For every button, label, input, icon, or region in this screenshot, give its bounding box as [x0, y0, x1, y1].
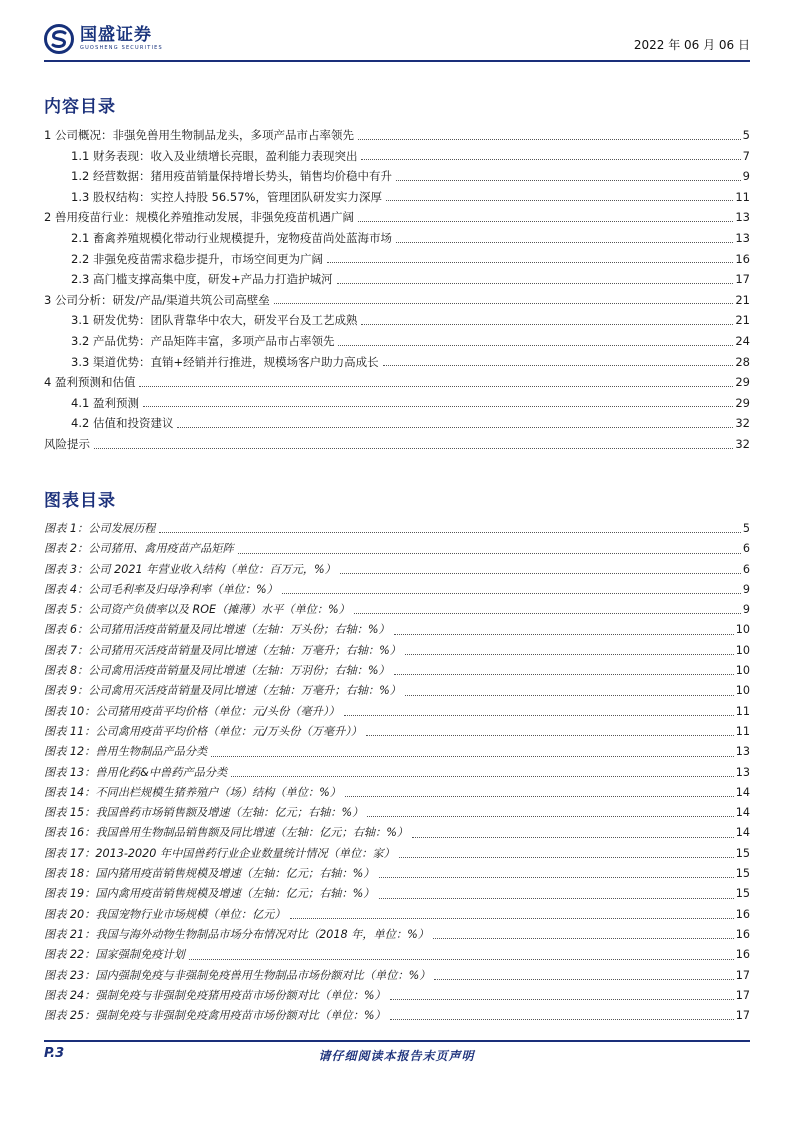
- figure-entry[interactable]: [44, 884, 750, 904]
- figure-entry[interactable]: [44, 945, 750, 965]
- entry-title: 2.3 高门槛支撑高集中度，研发+产品力打造护城河: [71, 269, 335, 290]
- entry-title: 2.2 非强免疫苗需求稳步提升，市场空间更为广阔: [71, 249, 325, 270]
- entry-title: 1 公司概况：非强免兽用生物制品龙头，多项产品市占率领先: [44, 125, 356, 146]
- dot-leader: [344, 715, 734, 716]
- logo-chinese-name: 国盛证券: [80, 25, 152, 45]
- entry-page-number: 24: [735, 333, 750, 348]
- page-number: P.3: [44, 1046, 65, 1061]
- figure-entry[interactable]: [44, 620, 750, 640]
- figure-entry[interactable]: [44, 864, 750, 884]
- toc-entry[interactable]: [44, 166, 750, 187]
- figure-entry[interactable]: [44, 803, 750, 823]
- toc-entry[interactable]: [44, 125, 750, 146]
- entry-page-number: 21: [735, 313, 750, 328]
- entry-title: 图表 6：公司猪用活疫苗销量及同比增速（左轴：万头份；右轴：%）: [44, 620, 392, 640]
- entry-title: 图表 24：强制免疫与非强制免疫猪用疫苗市场份额对比（单位：%）: [44, 986, 388, 1006]
- figure-entry[interactable]: [44, 600, 750, 620]
- entry-page-number: 15: [735, 887, 750, 901]
- toc-entry[interactable]: [44, 290, 750, 311]
- entry-title: 图表 15：我国兽药市场销售额及增速（左轴：亿元；右轴：%）: [44, 803, 365, 823]
- entry-title: 图表 19：国内禽用疫苗销售规模及增速（左轴：亿元；右轴：%）: [44, 884, 377, 904]
- entry-page-number: 17: [735, 988, 750, 1002]
- dot-leader: [386, 200, 733, 201]
- entry-title: 3 公司分析：研发/产品/渠道共筑公司高壁垒: [44, 290, 272, 311]
- entry-page-number: 9: [742, 169, 750, 184]
- dot-leader: [159, 532, 741, 533]
- entry-page-number: 13: [735, 765, 750, 779]
- dot-leader: [345, 796, 734, 797]
- dot-leader: [189, 959, 734, 960]
- figure-entry[interactable]: [44, 966, 750, 986]
- figure-entry[interactable]: [44, 986, 750, 1006]
- entry-title: 图表 7：公司猪用灭活疫苗销量及同比增速（左轴：万毫升；右轴：%）: [44, 641, 403, 661]
- entry-title: 图表 22：国家强制免疫计划: [44, 945, 187, 965]
- dot-leader: [361, 159, 740, 160]
- dot-leader: [394, 634, 734, 635]
- entry-title: 3.3 渠道优势：直销+经销并行推进，规模场客户助力高成长: [71, 352, 381, 373]
- dot-leader: [399, 857, 734, 858]
- dot-leader: [282, 593, 741, 594]
- entry-page-number: 13: [735, 745, 750, 759]
- entry-page-number: 11: [735, 724, 750, 738]
- entry-title: 图表 1：公司发展历程: [44, 519, 157, 539]
- dot-leader: [366, 735, 734, 736]
- entry-page-number: 14: [735, 826, 750, 840]
- toc-entry[interactable]: [44, 249, 750, 270]
- toc-entry[interactable]: [44, 434, 750, 455]
- entry-page-number: 6: [742, 542, 750, 556]
- toc-entry[interactable]: [44, 393, 750, 414]
- entry-title: 1.1 财务表现：收入及业绩增长亮眼，盈利能力表现突出: [71, 146, 359, 167]
- entry-title: 图表 3：公司 2021 年营业收入结构（单位：百万元，%）: [44, 560, 338, 580]
- dot-leader: [390, 1019, 734, 1020]
- entry-title: 图表 21：我国与海外动物生物制品市场分布情况对比（2018 年，单位：%）: [44, 925, 431, 945]
- dot-leader: [412, 837, 734, 838]
- page-header: [44, 22, 750, 58]
- figures-title: 图表目录: [44, 491, 116, 511]
- dot-leader: [405, 654, 734, 655]
- dot-leader: [367, 816, 733, 817]
- entry-title: 图表 9：公司禽用灭活疫苗销量及同比增速（左轴：万毫升；右轴：%）: [44, 681, 403, 701]
- entry-page-number: 16: [735, 927, 750, 941]
- entry-page-number: 17: [735, 968, 750, 982]
- entry-title: 图表 13：兽用化药&中兽药产品分类: [44, 763, 229, 783]
- dot-leader: [274, 303, 734, 304]
- toc-entry[interactable]: [44, 187, 750, 208]
- figure-entry[interactable]: [44, 722, 750, 742]
- entry-title: 图表 18：国内猪用疫苗销售规模及增速（左轴：亿元；右轴：%）: [44, 864, 377, 884]
- entry-title: 图表 11：公司禽用疫苗平均价格（单位：元/万头份（万毫升））: [44, 722, 364, 742]
- entry-page-number: 29: [735, 395, 750, 410]
- dot-leader: [143, 406, 733, 407]
- entry-page-number: 16: [735, 948, 750, 962]
- entry-title: 图表 12：兽用生物制品产品分类: [44, 742, 209, 762]
- footer-divider: [44, 1040, 750, 1042]
- company-logo: [44, 22, 163, 56]
- entry-page-number: 9: [742, 603, 750, 617]
- dot-leader: [337, 283, 734, 284]
- figure-entry[interactable]: [44, 681, 750, 701]
- dot-leader: [238, 553, 741, 554]
- disclaimer-note: 请仔细阅读本报告末页声明: [318, 1049, 475, 1063]
- dot-leader: [358, 139, 741, 140]
- figure-entry[interactable]: [44, 925, 750, 945]
- entry-title: 图表 16：我国兽用生物制品销售额及同比增速（左轴：亿元；右轴：%）: [44, 823, 410, 843]
- contents-title: 内容目录: [44, 97, 116, 117]
- figure-entry[interactable]: [44, 844, 750, 864]
- figure-entry[interactable]: [44, 641, 750, 661]
- entry-title: 图表 14：不同出栏规模生猪养殖户（场）结构（单位：%）: [44, 783, 343, 803]
- entry-title: 1.3 股权结构：实控人持股 56.57%，管理团队研发实力深厚: [71, 187, 384, 208]
- dot-leader: [405, 695, 734, 696]
- dot-leader: [231, 776, 734, 777]
- figure-entry[interactable]: [44, 742, 750, 762]
- toc-entry[interactable]: [44, 331, 750, 352]
- dot-leader: [327, 262, 733, 263]
- figure-entry[interactable]: [44, 580, 750, 600]
- entry-title: 图表 5：公司资产负债率以及 ROE（摊薄）水平（单位：%）: [44, 600, 352, 620]
- figure-entry[interactable]: [44, 702, 750, 722]
- header-divider: [44, 60, 750, 62]
- entry-page-number: 17: [735, 272, 750, 287]
- entry-title: 图表 4：公司毛利率及归母净利率（单位：%）: [44, 580, 280, 600]
- entry-page-number: 5: [742, 128, 750, 142]
- entry-title: 2 兽用疫苗行业：规模化养殖推动发展，非强免疫苗机遇广阔: [44, 207, 356, 228]
- dot-leader: [177, 427, 733, 428]
- entry-page-number: 6: [742, 562, 750, 576]
- entry-page-number: 14: [735, 806, 750, 820]
- guosheng-logo-icon: [44, 24, 74, 54]
- dot-leader: [383, 365, 734, 366]
- dot-leader: [394, 674, 734, 675]
- dot-leader: [354, 613, 741, 614]
- figure-entry[interactable]: [44, 661, 750, 681]
- figure-entry[interactable]: [44, 560, 750, 580]
- entry-page-number: 7: [742, 148, 750, 163]
- entry-title: 图表 25：强制免疫与非强制免疫禽用疫苗市场份额对比（单位：%）: [44, 1006, 388, 1026]
- entry-title: 2.1 畜禽养殖规模化带动行业规模提升，宠物疫苗尚处蓝海市场: [71, 228, 394, 249]
- figure-entry[interactable]: [44, 1006, 750, 1026]
- entry-page-number: 16: [735, 907, 750, 921]
- figure-entry[interactable]: [44, 539, 750, 559]
- entry-page-number: 10: [735, 664, 750, 678]
- toc-entry[interactable]: [44, 146, 750, 167]
- entry-title: 4 盈利预测和估值: [44, 372, 137, 393]
- entry-title: 4.2 估值和投资建议: [71, 413, 175, 434]
- entry-title: 1.2 经营数据：猪用疫苗销量保持增长势头，销售均价稳中有升: [71, 166, 394, 187]
- entry-title: 风险提示: [44, 434, 92, 455]
- entry-page-number: 32: [735, 416, 750, 431]
- entry-title: 图表 8：公司禽用活疫苗销量及同比增速（左轴：万羽份；右轴：%）: [44, 661, 392, 681]
- dot-leader: [433, 938, 734, 939]
- entry-title: 3.1 研发优势：团队背靠华中农大，研发平台及工艺成熟: [71, 310, 359, 331]
- logo-english-name: GUOSHENG SECURITIES: [80, 45, 163, 51]
- dot-leader: [358, 221, 733, 222]
- figures-list: [44, 519, 750, 1026]
- entry-title: 图表 10：公司猪用疫苗平均价格（单位：元/头份（毫升））: [44, 702, 342, 722]
- figure-entry[interactable]: [44, 783, 750, 803]
- entry-page-number: 28: [735, 354, 750, 369]
- entry-page-number: 13: [735, 230, 750, 245]
- dot-leader: [361, 324, 733, 325]
- entry-page-number: 13: [735, 210, 750, 225]
- entry-title: 图表 17：2013-2020 年中国兽药行业企业数量统计情况（单位：家）: [44, 844, 397, 864]
- entry-title: 图表 20：我国宠物行业市场规模（单位：亿元）: [44, 905, 288, 925]
- entry-page-number: 10: [735, 684, 750, 698]
- entry-title: 3.2 产品优势：产品矩阵丰富，多项产品市占率领先: [71, 331, 336, 352]
- dot-leader: [290, 918, 734, 919]
- dot-leader: [396, 180, 741, 181]
- toc-entry[interactable]: [44, 352, 750, 373]
- figure-entry[interactable]: [44, 763, 750, 783]
- dot-leader: [340, 573, 741, 574]
- figure-entry[interactable]: [44, 823, 750, 843]
- dot-leader: [94, 448, 733, 449]
- entry-page-number: 10: [735, 623, 750, 637]
- entry-page-number: 32: [735, 436, 750, 451]
- toc-entry[interactable]: [44, 310, 750, 331]
- figure-entry[interactable]: [44, 519, 750, 539]
- toc-entry[interactable]: [44, 413, 750, 434]
- dot-leader: [379, 877, 734, 878]
- entry-page-number: 5: [742, 522, 750, 535]
- entry-page-number: 29: [735, 375, 750, 390]
- entry-title: 4.1 盈利预测: [71, 393, 141, 414]
- entry-page-number: 9: [742, 582, 750, 596]
- dot-leader: [396, 242, 733, 243]
- entry-page-number: 11: [735, 189, 750, 204]
- entry-page-number: 17: [735, 1009, 750, 1023]
- dot-leader: [379, 898, 734, 899]
- dot-leader: [211, 756, 734, 757]
- entry-page-number: 21: [735, 292, 750, 307]
- report-date: 2022 年 06 月 06 日: [633, 38, 750, 52]
- figure-entry[interactable]: [44, 905, 750, 925]
- toc-entry[interactable]: [44, 372, 750, 393]
- dot-leader: [434, 979, 733, 980]
- entry-page-number: 15: [735, 867, 750, 881]
- entry-page-number: 11: [735, 704, 750, 718]
- toc-entry[interactable]: [44, 228, 750, 249]
- entry-page-number: 16: [735, 251, 750, 266]
- dot-leader: [338, 345, 733, 346]
- dot-leader: [139, 386, 733, 387]
- dot-leader: [390, 999, 734, 1000]
- entry-title: 图表 2：公司猪用、禽用疫苗产品矩阵: [44, 539, 236, 559]
- contents-list: [44, 125, 750, 455]
- entry-page-number: 15: [735, 846, 750, 860]
- entry-title: 图表 23：国内强制免疫与非强制免疫兽用生物制品市场份额对比（单位：%）: [44, 966, 432, 986]
- entry-page-number: 14: [735, 785, 750, 799]
- toc-entry[interactable]: [44, 207, 750, 228]
- entry-page-number: 10: [735, 643, 750, 657]
- toc-entry[interactable]: [44, 269, 750, 290]
